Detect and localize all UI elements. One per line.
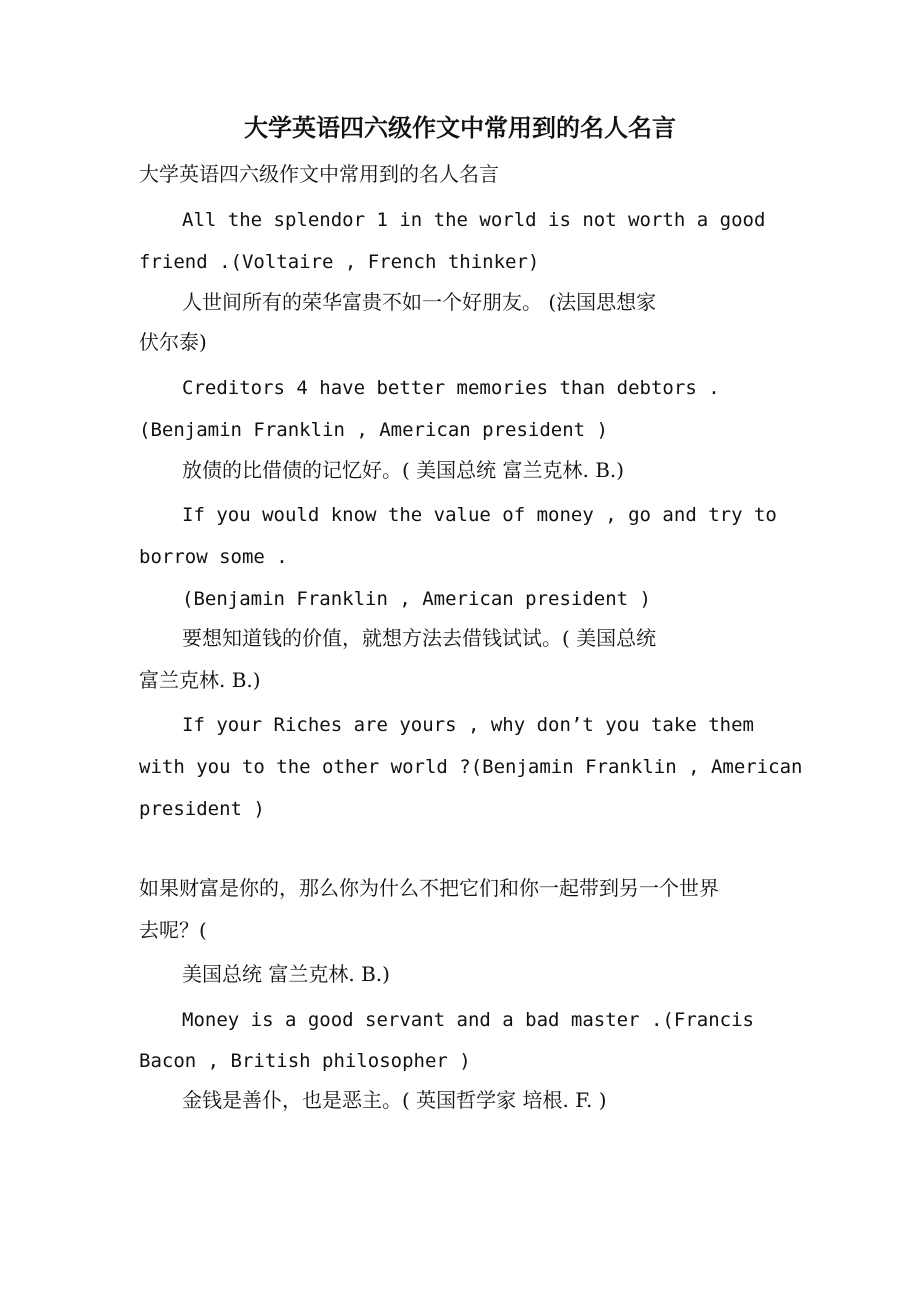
document-subtitle: 大学英语四六级作文中常用到的名人名言 xyxy=(139,162,499,186)
quote-3-en-line-3: (Benjamin Franklin , American president ) xyxy=(182,588,651,610)
quote-3-en-line-1: If you would know the value of money , go and try to xyxy=(182,504,777,526)
quote-1-zh-line-1: 人世间所有的荣华富贵不如一个好朋友。 (法国思想家 xyxy=(182,290,657,314)
quote-1-en-line-1: All the splendor 1 in the world is not worth a good xyxy=(182,209,766,231)
quote-3-zh-line-2: 富兰克林. B.) xyxy=(139,668,261,692)
quote-4-zh-line-1: 如果财富是你的，那么你为什么不把它们和你一起带到另一个世界 xyxy=(139,876,719,900)
quote-3-en-line-2: borrow some . xyxy=(139,546,288,568)
quote-4-zh-line-2: 去呢？( xyxy=(139,918,207,942)
quote-2-en-line-1: Creditors 4 have better memories than debtors . xyxy=(182,377,720,399)
quote-4-en-line-2: with you to the other world ?(Benjamin Franklin , American xyxy=(139,756,803,778)
quote-1-zh-line-2: 伏尔泰) xyxy=(139,330,207,354)
quote-5-en-line-2: Bacon , British philosopher ) xyxy=(139,1050,471,1072)
quote-4-en-line-3: president ) xyxy=(139,798,265,820)
quote-2-en-line-2: (Benjamin Franklin , American president ) xyxy=(139,419,608,441)
quote-1-en-line-2: friend .(Voltaire , French thinker) xyxy=(139,251,540,273)
quote-4-en-line-1: If your Riches are yours , why don’t you take them xyxy=(182,714,754,736)
quote-4-zh-line-3: 美国总统 富兰克林. B.) xyxy=(182,962,390,986)
quote-5-zh-line-1: 金钱是善仆，也是恶主。( 英国哲学家 培根. F. ) xyxy=(182,1088,607,1112)
document-title: 大学英语四六级作文中常用到的名人名言 xyxy=(244,113,676,142)
quote-5-en-line-1: Money is a good servant and a bad master .(Francis xyxy=(182,1009,754,1031)
quote-3-zh-line-1: 要想知道钱的价值，就想方法去借钱试试。( 美国总统 xyxy=(182,626,657,650)
quote-2-zh-line-1: 放债的比借债的记忆好。( 美国总统 富兰克林. B.) xyxy=(182,458,625,482)
